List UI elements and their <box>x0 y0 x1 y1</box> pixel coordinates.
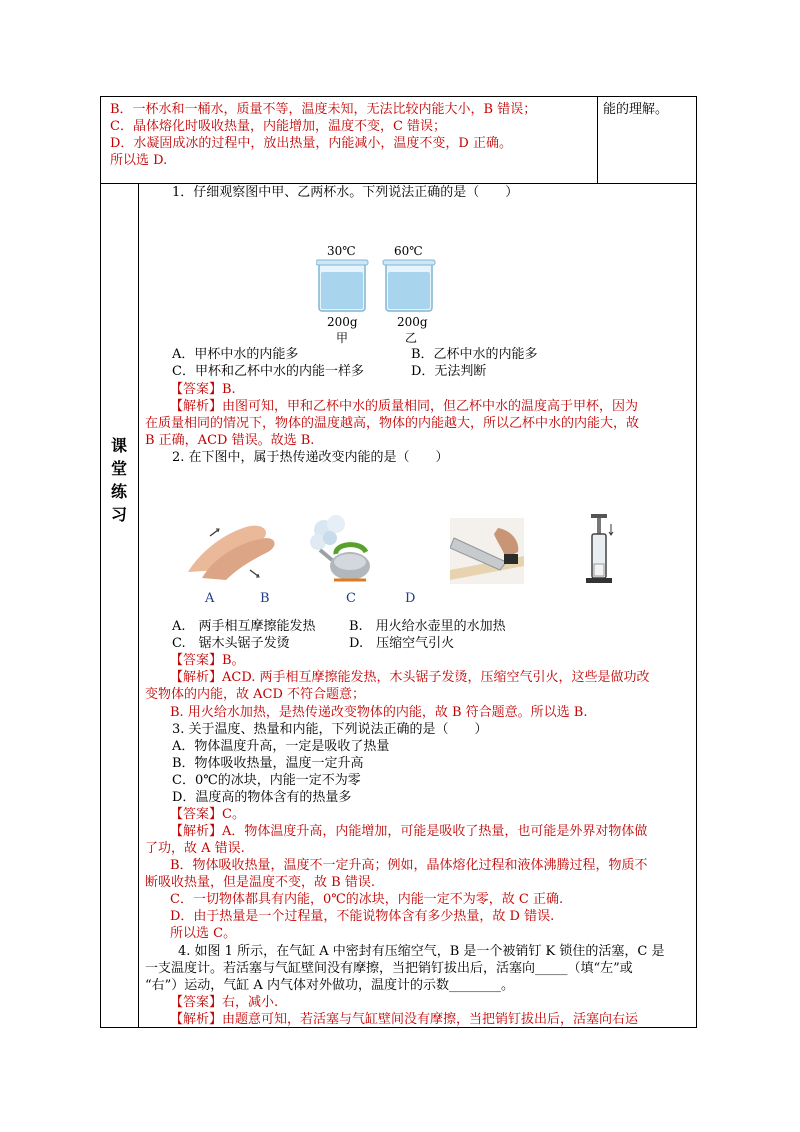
q1-option-b: B．乙杯中水的内能多 <box>411 347 538 362</box>
q4-analysis-line-1: 【解析】由题意可知，若活塞与气缸壁间没有摩擦，当把销钉拔出后，活塞向右运 <box>170 1012 639 1027</box>
cup-a-label: 甲 <box>336 331 349 345</box>
q2-figure-label-b: B <box>260 591 270 606</box>
cup-a-mass: 200g <box>327 315 358 329</box>
q3-analysis-line-5: C．一切物体都具有内能，0℃的冰块，内能一定不为零，故 C 正确. <box>170 892 564 907</box>
q3-stem: 3. 关于温度、热量和内能，下列说法正确的是（ ） <box>172 722 488 737</box>
side-label-char-4: 习 <box>110 505 127 524</box>
beaker-a <box>316 260 368 311</box>
q1-stem: 1．仔细观察图中甲、乙两杯水。下列说法正确的是（ ） <box>172 185 519 200</box>
q1-option-c: C．甲杯和乙杯中水的内能一样多 <box>172 364 364 379</box>
side-label-char-2: 堂 <box>110 459 127 478</box>
q2-analysis-line-1: 【解析】ACD. 两手相互摩擦能发热，木头锯子发烫，压缩空气引火，这些是做功改 <box>170 670 650 685</box>
q4-stem-line-2: 一支温度计。若活塞与气缸壁间没有摩擦，当把销钉拔出后，活塞向_____（填“左”或 <box>145 961 633 976</box>
cup-b-mass: 200g <box>397 315 428 329</box>
q1-option-a: A．甲杯中水的内能多 <box>172 347 299 362</box>
q3-option-d: D．温度高的物体含有的热量多 <box>172 790 352 805</box>
side-label-char-3: 练 <box>110 482 127 501</box>
q2-analysis-line-3: B. 用火给水加热，是热传递改变物体的内能，故 B 符合题意。所以选 B. <box>170 705 588 720</box>
q4-stem-line-1: 4. 如图 1 所示，在气缸 A 中密封有压缩空气，B 是一个被销钉 K 锁住的活塞，C 是 <box>178 944 665 959</box>
q1-answer: 【答案】B. <box>170 382 236 397</box>
q2-analysis-line-2: 变物体的内能，故 ACD 不符合题意； <box>145 687 366 702</box>
saw-figure <box>450 518 524 584</box>
air-compression-figure <box>583 512 617 588</box>
column-divider-right <box>597 97 598 183</box>
q2-option-a: A. 两手相互摩擦能发热 <box>172 619 316 634</box>
q2-figure-label-d: D <box>405 591 416 606</box>
q3-analysis-line-2: 了功，故 A 错误. <box>145 841 245 856</box>
q3-option-b: B．物体吸收热量，温度一定升高 <box>172 756 364 771</box>
q2-figure-label-a: A <box>205 591 215 606</box>
q2-option-c: C. 锯木头锯子发烫 <box>172 636 290 651</box>
q1-analysis-line-3: B 正确，ACD 错误。故选 B. <box>145 433 315 448</box>
q3-analysis-line-7: 所以选 C。 <box>170 926 237 941</box>
beaker-b <box>383 260 435 311</box>
q4-answer: 【答案】右，减小. <box>170 995 279 1010</box>
cup-b-label: 乙 <box>405 331 418 345</box>
right-note: 能的理解。 <box>603 102 669 117</box>
q3-option-a: A．物体温度升高，一定是吸收了热量 <box>172 739 390 754</box>
side-label-char-1: 课 <box>110 436 127 455</box>
cup-b-temp: 60℃ <box>394 244 423 258</box>
q3-analysis-line-4: 断吸收热量，但是温度不变，故 B 错误. <box>145 875 375 890</box>
q3-analysis-line-1: 【解析】A．物体温度升高，内能增加，可能是吸收了热量，也可能是外界对物体做 <box>170 824 648 839</box>
cup-a-temp: 30℃ <box>327 244 356 258</box>
hands-rubbing-figure <box>180 512 280 582</box>
column-divider-left <box>138 183 139 1028</box>
q2-stem: 2. 在下图中，属于热传递改变内能的是（ ） <box>172 450 449 465</box>
q2-option-b: B. 用火给水壶里的水加热 <box>349 619 506 634</box>
q2-figure-label-c: C <box>346 591 356 606</box>
q2-answer: 【答案】B。 <box>170 653 245 668</box>
top-row-line-2: C．晶体熔化时吸收热量，内能增加，温度不变，C 错误； <box>110 119 447 134</box>
kettle-figure <box>304 514 382 586</box>
beakers-figure <box>316 258 436 316</box>
q3-option-c: C．0℃的冰块，内能一定不为零 <box>172 773 361 788</box>
top-row-line-4: 所以选 D. <box>110 153 168 168</box>
top-row-line-3: D．水凝固成冰的过程中，放出热量，内能减小，温度不变，D 正确。 <box>110 136 512 151</box>
q1-analysis-line-2: 在质量相同的情况下，物体的温度越高，物体的内能越大，所以乙杯中水的内能大，故 <box>145 416 640 431</box>
q1-option-d: D．无法判断 <box>411 364 487 379</box>
q4-stem-line-3: “右”）运动，气缸 A 内气体对外做功，温度计的示数________。 <box>145 978 514 993</box>
q3-answer: 【答案】C。 <box>170 807 245 822</box>
q2-option-d: D. 压缩空气引火 <box>349 636 455 651</box>
q3-analysis-line-3: B．物体吸收热量，温度不一定升高；例如，晶体熔化过程和液体沸腾过程，物质不 <box>170 858 648 873</box>
q3-analysis-line-6: D．由于热量是一个过程量，不能说物体含有多少热量，故 D 错误. <box>170 909 555 924</box>
q1-analysis-line-1: 【解析】由图可知，甲和乙杯中水的质量相同，但乙杯中水的温度高于甲杯，因为 <box>170 399 639 414</box>
top-row-line-1: B．一杯水和一桶水，质量不等，温度未知，无法比较内能大小，B 错误； <box>110 102 537 117</box>
